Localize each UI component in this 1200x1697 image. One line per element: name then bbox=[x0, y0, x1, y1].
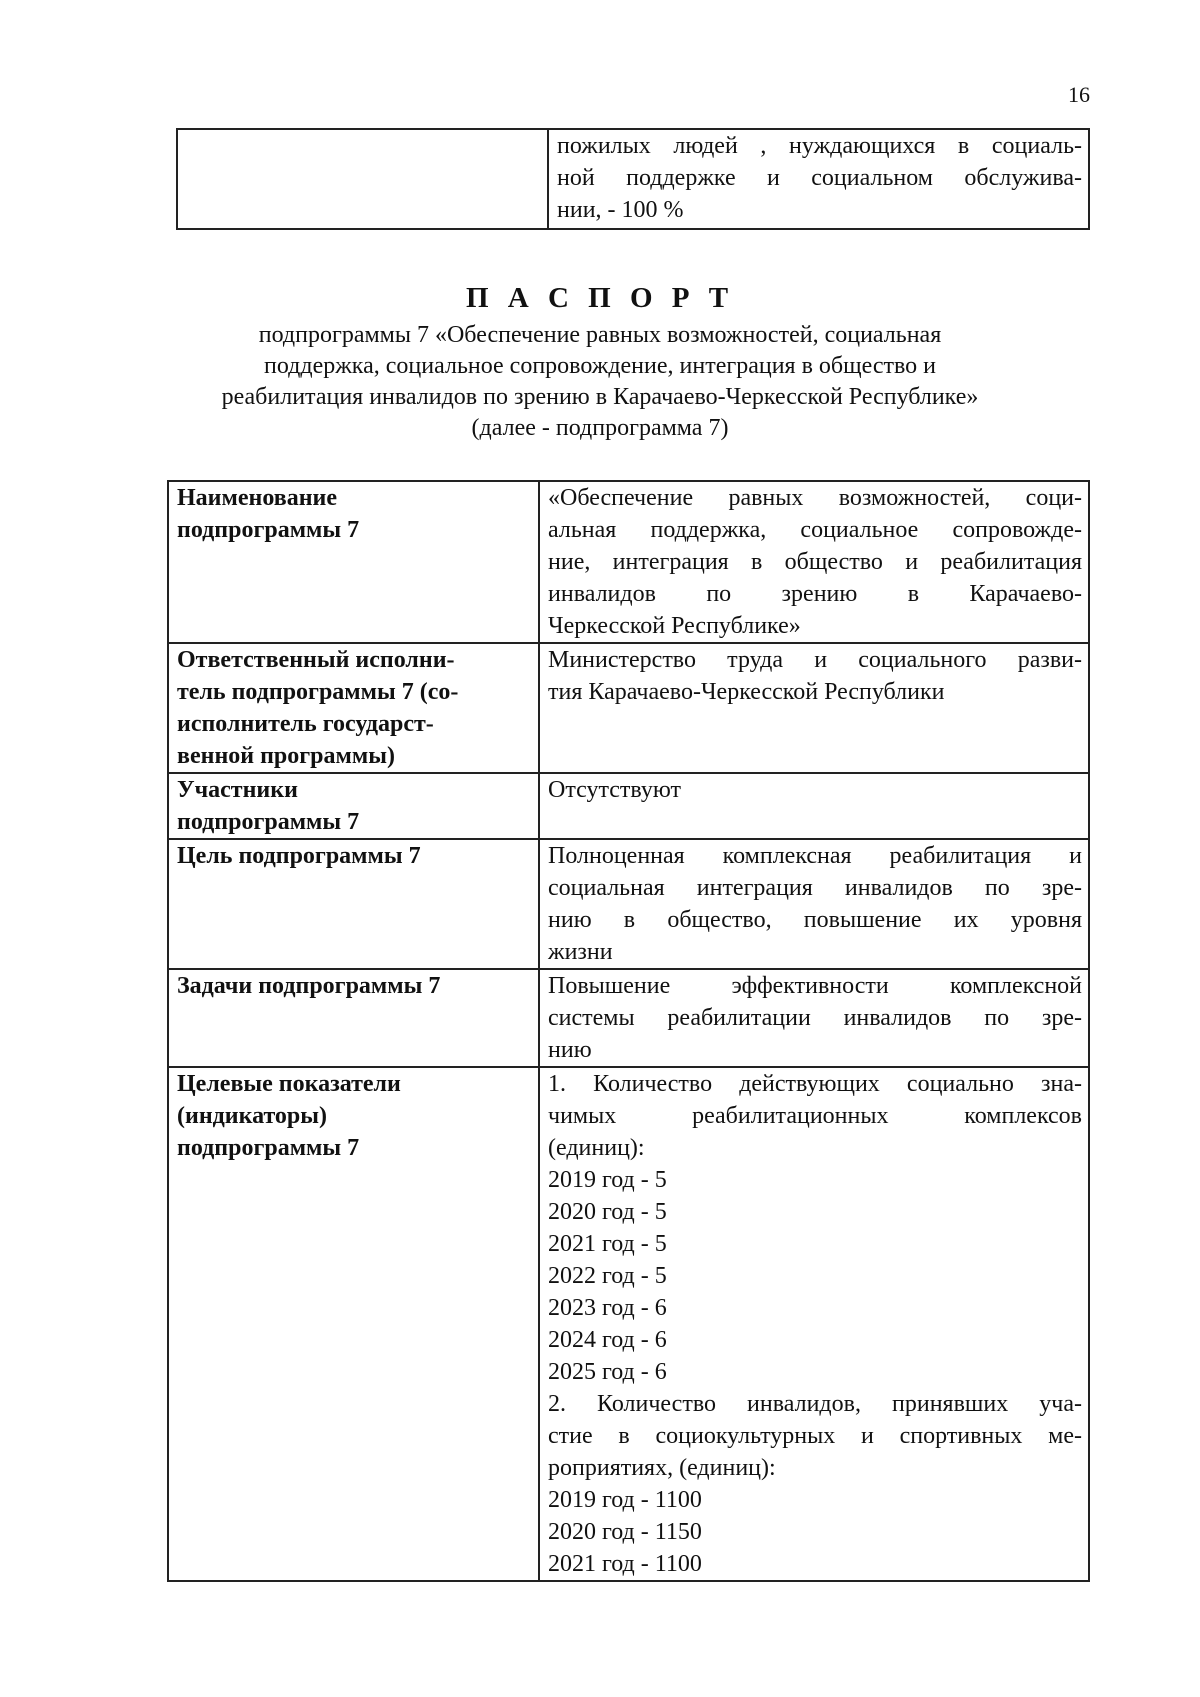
label-line: (индикаторы) bbox=[177, 1103, 328, 1129]
continued-table bbox=[176, 128, 1090, 230]
label-line: Цель подпрограммы 7 bbox=[177, 843, 421, 869]
row-value bbox=[539, 643, 1089, 773]
label-line: исполнитель государст- bbox=[177, 711, 434, 737]
value-line: Повышение эффективности комплексной bbox=[548, 973, 1082, 999]
row-label bbox=[168, 969, 539, 1067]
table-row bbox=[168, 839, 1089, 969]
subtitle-line: (далее - подпрограмма 7) bbox=[471, 415, 729, 441]
value-line: ние, интеграция в общество и реабилитация bbox=[548, 549, 1082, 575]
value-line: (единиц): bbox=[548, 1135, 645, 1161]
value-line: 2021 год - 1100 bbox=[548, 1551, 702, 1577]
label-line: подпрограммы 7 bbox=[177, 809, 360, 835]
value-line: 2025 год - 6 bbox=[548, 1359, 667, 1385]
value-line: жизни bbox=[548, 939, 613, 965]
label-line: венной программы) bbox=[177, 743, 395, 769]
value-line: 2024 год - 6 bbox=[548, 1327, 667, 1353]
value-line: 2019 год - 5 bbox=[548, 1167, 667, 1193]
label-line: Ответственный исполни- bbox=[177, 647, 455, 673]
value-line: инвалидов по зрению в Карачаево- bbox=[548, 581, 1082, 607]
value-line: социальная интеграция инвалидов по зре- bbox=[548, 875, 1082, 901]
label-line: Задачи подпрограммы 7 bbox=[177, 973, 441, 999]
table-row bbox=[177, 129, 1089, 229]
value-line: 2020 год - 1150 bbox=[548, 1519, 702, 1545]
table-row bbox=[168, 773, 1089, 839]
value-line: тия Карачаево-Черкесской Республики bbox=[548, 679, 945, 705]
row-value bbox=[539, 1067, 1089, 1581]
value-line: нию bbox=[548, 1037, 592, 1063]
value-line: Отсутствуют bbox=[548, 777, 681, 803]
value-line: чимых реабилитационных комплексов bbox=[548, 1103, 1082, 1129]
row-label bbox=[168, 839, 539, 969]
row-value bbox=[539, 969, 1089, 1067]
cell-line: ной поддержке и социальном обслужива- bbox=[557, 165, 1082, 191]
row-label bbox=[168, 1067, 539, 1581]
label-line: тель подпрограммы 7 (со- bbox=[177, 679, 459, 705]
row-value bbox=[539, 773, 1089, 839]
value-line: 2021 год - 5 bbox=[548, 1231, 667, 1257]
value-line: Черкесской Республике» bbox=[548, 613, 801, 639]
row-value bbox=[539, 839, 1089, 969]
table-row bbox=[168, 1067, 1089, 1581]
value-line: 2020 год - 5 bbox=[548, 1199, 667, 1225]
subtitle-line: подпрограммы 7 «Обеспечение равных возможностей, социальная bbox=[258, 322, 942, 348]
label-line: подпрограммы 7 bbox=[177, 517, 360, 543]
label-line: Целевые показатели bbox=[177, 1071, 401, 1097]
label-line: Наименование bbox=[177, 485, 337, 511]
continued-cell bbox=[548, 129, 1089, 229]
table-row bbox=[168, 643, 1089, 773]
value-line: стие в социокультурных и спортивных ме- bbox=[548, 1423, 1082, 1449]
empty-cell bbox=[177, 129, 548, 229]
label-line: подпрограммы 7 bbox=[177, 1135, 360, 1161]
value-line: 2. Количество инвалидов, принявших уча- bbox=[548, 1391, 1082, 1417]
value-line: «Обеспечение равных возможностей, соци- bbox=[548, 485, 1082, 511]
value-line: 1. Количество действующих социально зна- bbox=[548, 1071, 1082, 1097]
value-line: роприятиях, (единиц): bbox=[548, 1455, 776, 1481]
passport-title: П А С П О Р Т bbox=[465, 282, 735, 314]
value-line: системы реабилитации инвалидов по зре- bbox=[548, 1005, 1082, 1031]
value-line: Министерство труда и социального разви- bbox=[548, 647, 1082, 673]
value-line: 2019 год - 1100 bbox=[548, 1487, 702, 1513]
row-label bbox=[168, 773, 539, 839]
cell-line: нии, - 100 % bbox=[557, 197, 684, 223]
value-line: нию в общество, повышение их уровня bbox=[548, 907, 1082, 933]
row-label bbox=[168, 481, 539, 643]
value-line: альная поддержка, социальное сопровожде- bbox=[548, 517, 1082, 543]
table-row bbox=[168, 481, 1089, 643]
cell-line: пожилых людей , нуждающихся в социаль- bbox=[557, 133, 1082, 159]
row-value bbox=[539, 481, 1089, 643]
value-line: 2023 год - 6 bbox=[548, 1295, 667, 1321]
subtitle-line: реабилитация инвалидов по зрению в Карачаево-Черкесской Республике» bbox=[221, 384, 979, 410]
page-number: 16 bbox=[1068, 82, 1090, 107]
passport-table bbox=[167, 480, 1090, 1582]
table-row bbox=[168, 969, 1089, 1067]
passport-subtitle bbox=[0, 320, 1200, 444]
label-line: Участники bbox=[177, 777, 298, 803]
value-line: Полноценная комплексная реабилитация и bbox=[548, 843, 1082, 869]
subtitle-line: поддержка, социальное сопровождение, интеграция в общество и bbox=[264, 353, 936, 379]
row-label bbox=[168, 643, 539, 773]
value-line: 2022 год - 5 bbox=[548, 1263, 667, 1289]
